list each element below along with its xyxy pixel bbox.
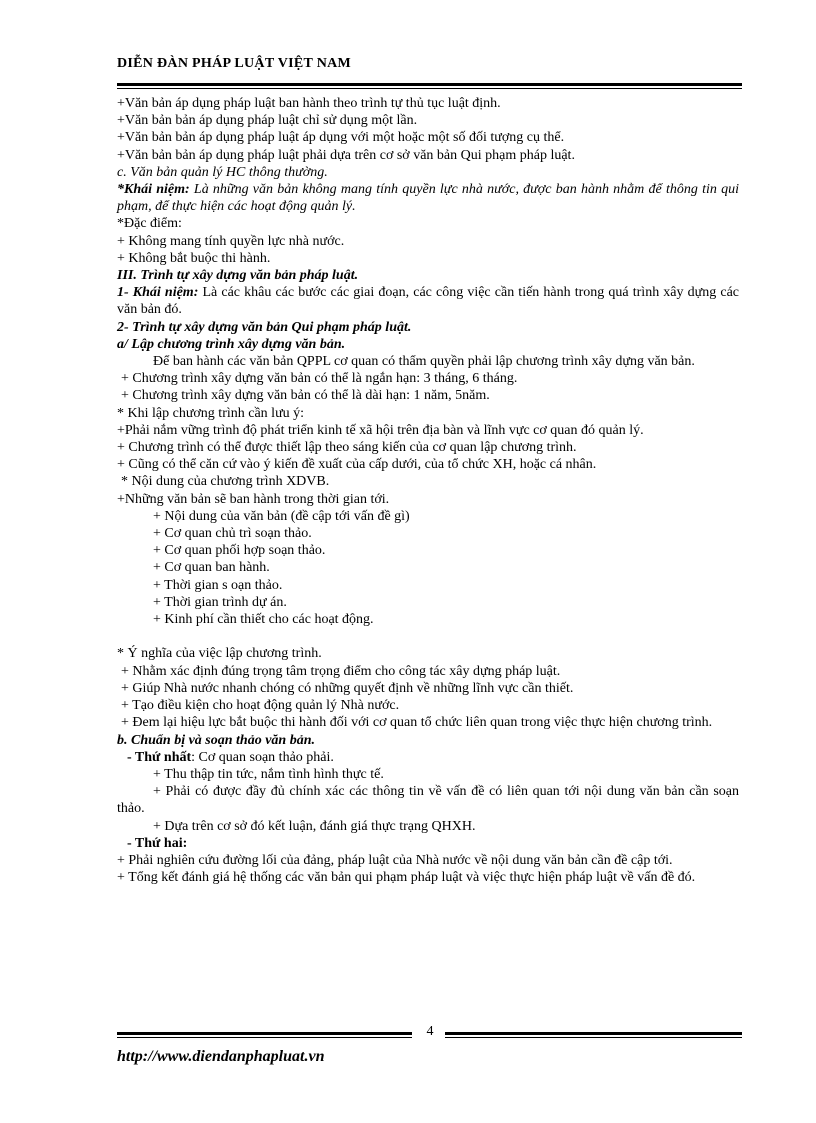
list-item: + Thời gian s oạn thảo.: [153, 577, 283, 593]
body-line: + Giúp Nhà nước nhanh chóng có những quyết định về những lĩnh vực cần thiết.: [121, 680, 574, 696]
body-line: + Chương trình xây dựng văn bản có thể là ngắn hạn: 3 tháng, 6 tháng.: [121, 371, 518, 387]
concept-paragraph: [117, 181, 739, 215]
body-line: +Văn bản bản áp dụng pháp luật chỉ sử dụng một lần.: [117, 113, 418, 129]
concept-paragraph: [117, 284, 739, 318]
body-paragraph: + Phải có được đầy đủ chính xác các thông tin về vấn đề có liên quan tới nội dung văn bản cần soạn thảo.: [117, 784, 739, 817]
list-item: + Dựa trên cơ sở đó kết luận, đánh giá thực trạng QHXH.: [153, 818, 476, 834]
section-heading-c: c. Văn bản quản lý HC thông thường.: [117, 164, 328, 180]
body-line: [117, 749, 739, 766]
blank-line: [117, 628, 739, 645]
body-line: + Tạo điều kiện cho hoạt động quản lý Nhà nước.: [121, 698, 400, 714]
second-label: - Thứ hai:: [127, 835, 188, 851]
page-header-title: DIỄN ĐÀN PHÁP LUẬT VIỆT NAM: [117, 56, 352, 71]
list-item: + Cơ quan ban hành.: [153, 560, 270, 576]
body-line: * Khi lập chương trình cần lưu ý:: [117, 405, 305, 421]
body-line: +Văn bản áp dụng pháp luật ban hành theo trình tự thủ tục luật định.: [117, 96, 501, 111]
body-line: + Cũng có thể căn cứ vào ý kiến đề xuất của cấp dưới, của tổ chức XH, hoặc cá nhân.: [117, 457, 597, 473]
first-text: : Cơ quan soạn thảo phải.: [191, 749, 334, 765]
footer-rule-right-thin: [445, 1037, 742, 1038]
body-paragraph: Để ban hành các văn bản QPPL cơ quan có thẩm quyền phải lập chương trình xây dựng văn bản.: [153, 354, 695, 370]
body-line: +Văn bản bản áp dụng pháp luật áp dụng với một hoặc một số đối tượng cụ thể.: [117, 130, 565, 146]
header-rule-thick: [117, 83, 742, 86]
body-line: +Những văn bản sẽ ban hành trong thời gian tới.: [117, 491, 390, 507]
header-rule-thin: [117, 88, 742, 89]
footer-rule-left-thin: [117, 1037, 412, 1038]
page-number: 4: [426, 1024, 434, 1039]
body-line: *Đặc điểm:: [117, 216, 182, 232]
list-item: + Thời gian trình dự án.: [153, 594, 287, 610]
body-line: * Ý nghĩa của việc lập chương trình.: [117, 646, 322, 662]
section-heading-b: b. Chuẩn bị và soạn thảo văn bản.: [117, 732, 315, 748]
section-heading-iii: III. Trình tự xây dựng văn bản pháp luật.: [117, 268, 359, 284]
list-item: + Cơ quan phối hợp soạn thảo.: [153, 543, 326, 559]
section-heading-2: 2- Trình tự xây dựng văn bản Qui phạm pháp luật.: [117, 319, 412, 335]
list-item: + Nội dung của văn bản (đề cập tới vấn đề gì): [153, 508, 410, 524]
body-line: + Chương trình có thể được thiết lập theo sáng kiến của cơ quan lập chương trình.: [117, 440, 577, 456]
body-paragraph: + Phải nghiên cứu đường lối của đảng, pháp luật của Nhà nước về nội dung văn bản cần đề cập tới.: [117, 852, 673, 868]
concept-label: *Khái niệm:: [117, 182, 190, 198]
list-item: + Thu thập tin tức, nắm tình hình thực tế.: [153, 766, 384, 782]
footer-url-link[interactable]: http://www.diendanphapluat.vn: [117, 1048, 325, 1065]
body-line: +Phải nắm vững trình độ phát triển kinh tế xã hội trên địa bàn và lĩnh vực cơ quan đó quản lý.: [117, 422, 644, 438]
body-line: + Không mang tính quyền lực nhà nước.: [117, 233, 345, 249]
first-label: - Thứ nhất: [127, 749, 192, 765]
section-heading-a: a/ Lập chương trình xây dựng văn bản.: [117, 336, 346, 352]
body-line: + Không bắt buộc thi hành.: [117, 250, 271, 266]
concept-text: Là những văn bản không mang tính quyền lực nhà nước, được ban hành nhằm để thông tin qui phạm, để thực hiện các hoạt động quản lý.: [117, 182, 739, 215]
body-line: +Văn bản bản áp dụng pháp luật phải dựa trên cơ sở văn bản Qui phạm pháp luật.: [117, 147, 575, 163]
concept-label: 1- Khái niệm:: [117, 285, 199, 301]
body-line: + Nhằm xác định đúng trọng tâm trọng điểm cho công tác xây dựng pháp luật.: [121, 663, 561, 679]
document-body: [117, 95, 739, 886]
list-item: + Cơ quan chủ trì soạn thảo.: [153, 526, 312, 542]
list-item: + Kinh phí cần thiết cho các hoạt động.: [153, 612, 374, 628]
concept-text: Là các khâu các bước các giai đoạn, các công việc cần tiến hành trong quá trình xây dựng các văn bản đó.: [117, 285, 739, 318]
footer-rule-left-thick: [117, 1032, 412, 1035]
body-line: * Nội dung của chương trình XDVB.: [121, 474, 330, 490]
footer-rule-right-thick: [445, 1032, 742, 1035]
body-paragraph: + Đem lại hiệu lực bắt buộc thi hành đối với cơ quan tổ chức liên quan trong việc thực hiện chương trình.: [121, 715, 713, 731]
body-line: + Chương trình xây dựng văn bản có thể là dài hạn: 1 năm, 5năm.: [121, 388, 490, 404]
body-paragraph: + Tổng kết đánh giá hệ thống các văn bản qui phạm pháp luật và việc thực hiện pháp luật về vấn đề đó.: [117, 870, 696, 886]
